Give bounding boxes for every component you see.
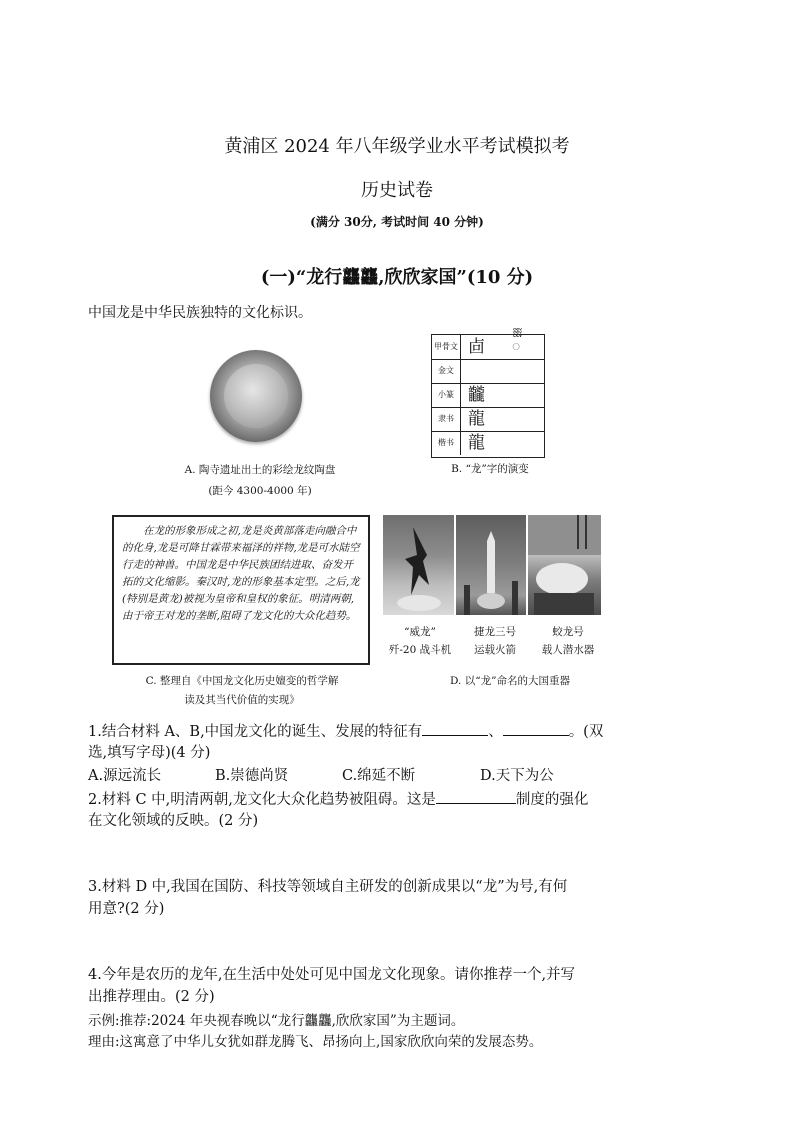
option-b: B.崇德尚贤 <box>215 768 289 784</box>
question-1-line-2: 选,填写字母)(4 分) <box>88 745 211 761</box>
material-a-caption: A. 陶寺遗址出土的彩绘龙纹陶盘 <box>184 464 336 476</box>
exam-subject: 历史试卷 <box>361 180 433 201</box>
option-a: A.源远流长 <box>88 768 162 784</box>
fighter-jet-photo <box>383 515 454 615</box>
question-2-line-2: 在文化领域的反映。(2 分) <box>88 813 259 829</box>
material-c-text: 在龙的形象形成之初,龙是炎黄部落走向融合中的化身,龙是可降甘霖带来福泽的祥物,龙是可水陆空行走的神兽。中国龙是中华民族团结进取、奋发开拓的文化缩影。秦汉时,龙的形象基本定型。之后,龙(特别是黄龙)被视为皇帝和皇权的象征。明清两朝,由于帝王对龙的垄断,阻碍了龙文化的大众化趋势。 <box>122 525 360 622</box>
label-weilong-desc: 歼-20 战斗机 <box>388 644 452 656</box>
question-4-example: 示例:推荐:2024 年央视春晚以“龙行龘龘,欣欣家国”为主题词。 <box>88 1013 465 1029</box>
exam-title: 黄浦区 2024 年八年级学业水平考试模拟考 <box>224 136 570 157</box>
table-row: 金文 <box>432 359 544 384</box>
answer-blank[interactable] <box>422 719 488 736</box>
table-row: 甲骨文 㔽 ᢆ <box>432 335 544 360</box>
label-jiaolong-desc: 载人潜水器 <box>541 644 595 656</box>
question-2-line-1: 2.材料 C 中,明清两朝,龙文化大众化趋势被阻碍。这是 制度的强化 <box>88 787 698 812</box>
character-evolution-table <box>431 334 545 458</box>
table-row: 楷书 龍 <box>432 431 544 455</box>
question-3-line-1: 3.材料 D 中,我国在国防、科技等领域自主研发的创新成果以“龙”为号,有何 <box>88 879 568 895</box>
material-a-caption-date: (距今 4300-4000 年) <box>208 485 312 497</box>
material-c-textbox <box>112 515 370 665</box>
material-d-caption: D. 以“龙”命名的大国重器 <box>450 675 570 687</box>
question-3-line-2: 用意?(2 分) <box>88 901 165 917</box>
label-weilong: “威龙” <box>404 626 436 638</box>
question-4-line-2: 出推荐理由。(2 分) <box>88 989 215 1005</box>
material-c-caption: C. 整理自《中国龙文化历史嬗变的哲学解 <box>145 675 339 687</box>
option-d: D.天下为公 <box>480 768 554 784</box>
label-jielong-desc: 运载火箭 <box>474 644 516 656</box>
label-jielong: 捷龙三号 <box>474 626 516 638</box>
dragon-plate-image <box>210 350 302 442</box>
material-c-caption-2: 读及其当代价值的实现》 <box>184 694 300 706</box>
answer-blank[interactable] <box>503 719 569 736</box>
submersible-photo <box>528 515 601 615</box>
label-jiaolong: 蛟龙号 <box>552 626 584 638</box>
rocket-photo <box>456 515 526 615</box>
table-row: 隶书 龍 <box>432 407 544 432</box>
exam-meta: (满分 30分, 考试时间 40 分钟) <box>310 215 484 229</box>
question-1-line-1: 1.结合材料 A、B,中国龙文化的诞生、发展的特征有 、 。(双 <box>88 719 698 744</box>
question-4-line-1: 4.今年是农历的龙年,在生活中处处可见中国龙文化现象。请你推荐一个,并写 <box>88 967 576 983</box>
answer-blank[interactable] <box>436 787 516 804</box>
section-intro: 中国龙是中华民族独特的文化标识。 <box>88 305 312 321</box>
section-heading: (一)“龙行龘龘,欣欣家国”(10 分) <box>260 267 534 288</box>
question-4-reason: 理由:这寓意了中华儿女犹如群龙腾飞、昂扬向上,国家欣欣向荣的发展态势。 <box>88 1034 543 1050</box>
material-b-caption: B. “龙”字的演变 <box>451 463 529 475</box>
question-1-options <box>88 764 698 788</box>
option-c: C.绵延不断 <box>342 768 416 784</box>
table-row: 小篆 龖 <box>432 383 544 408</box>
